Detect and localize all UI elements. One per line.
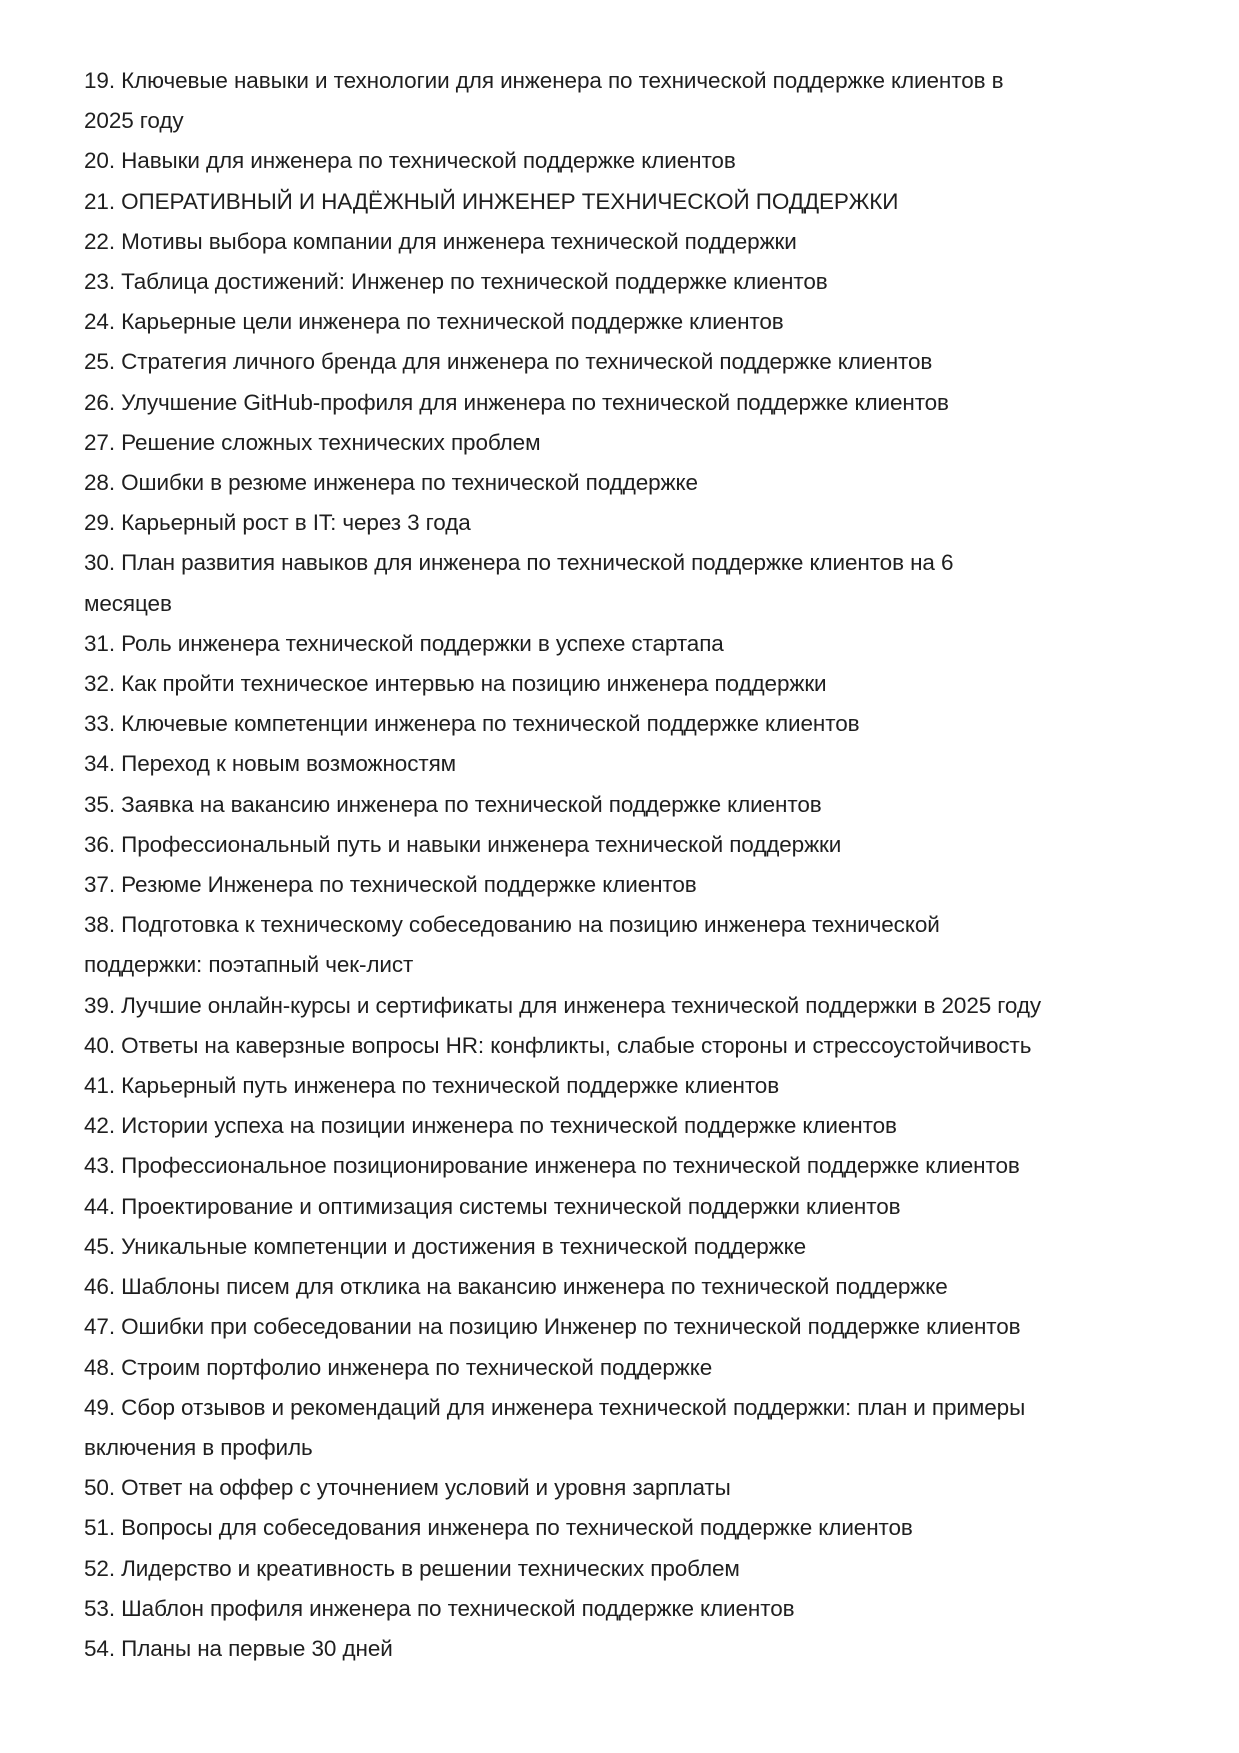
list-item-text: 44. Проектирование и оптимизация системы технической поддержки клиентов xyxy=(84,1193,901,1219)
list-item-text: 50. Ответ на оффер с уточнением условий и уровня зарплаты xyxy=(84,1475,731,1501)
list-item xyxy=(84,1066,1041,1106)
list-item-text: 22. Мотивы выбора компании для инженера технической поддержки xyxy=(84,228,797,254)
list-item xyxy=(84,1227,1041,1267)
list-item xyxy=(84,463,1041,503)
list-item-text: 25. Стратегия личного бренда для инженера по технической поддержке клиентов xyxy=(84,349,933,375)
list-item xyxy=(84,785,1041,825)
list-item-text: 21. ОПЕРАТИВНЫЙ И НАДЁЖНЫЙ ИНЖЕНЕР ТЕХНИЧЕСКОЙ ПОДДЕРЖКИ xyxy=(84,188,899,214)
list-item xyxy=(84,1508,1041,1548)
list-item xyxy=(84,423,1041,463)
list-item-text: 27. Решение сложных технических проблем xyxy=(84,429,541,455)
list-item-text: 52. Лидерство и креативность в решении технических проблем xyxy=(84,1555,740,1581)
list-item xyxy=(84,1026,1041,1066)
list-item-text: 38. Подготовка к техническому собеседованию на позицию инженера технической xyxy=(84,912,940,938)
table-of-contents-list xyxy=(84,61,1041,1669)
list-item-text: 51. Вопросы для собеседования инженера по технической поддержке клиентов xyxy=(84,1515,913,1541)
list-item xyxy=(84,222,1041,262)
list-item xyxy=(84,342,1041,382)
list-item xyxy=(84,302,1041,342)
list-item-text: 24. Карьерные цели инженера по технической поддержке клиентов xyxy=(84,309,784,335)
list-item xyxy=(84,61,1041,141)
list-item xyxy=(84,141,1041,181)
list-item xyxy=(84,1629,1041,1669)
list-item-text: 31. Роль инженера технической поддержки в успехе стартапа xyxy=(84,630,724,656)
list-item xyxy=(84,1106,1041,1146)
list-item xyxy=(84,1589,1041,1629)
list-item xyxy=(84,1388,1041,1468)
list-item-text: 54. Планы на первые 30 дней xyxy=(84,1635,393,1661)
list-item xyxy=(84,664,1041,704)
list-item-text: 37. Резюме Инженера по технической поддержке клиентов xyxy=(84,872,697,898)
list-item xyxy=(84,503,1041,543)
list-item-text: 45. Уникальные компетенции и достижения в технической поддержке xyxy=(84,1233,807,1259)
list-item xyxy=(84,865,1041,905)
list-item xyxy=(84,825,1041,865)
list-item xyxy=(84,1348,1041,1388)
list-item xyxy=(84,543,1041,623)
list-item-text: 53. Шаблон профиля инженера по технической поддержке клиентов xyxy=(84,1595,795,1621)
list-item xyxy=(84,1307,1041,1347)
list-item-text: 46. Шаблоны писем для отклика на вакансию инженера по технической поддержке xyxy=(84,1274,948,1300)
list-item-text: 34. Переход к новым возможностям xyxy=(84,751,457,777)
list-item-text: 30. План развития навыков для инженера по технической поддержке клиентов на 6 xyxy=(84,550,954,576)
list-item-text: 20. Навыки для инженера по технической поддержке клиентов xyxy=(84,148,736,174)
list-item-text: 23. Таблица достижений: Инженер по технической поддержке клиентов xyxy=(84,269,828,295)
list-item-text: 43. Профессиональное позиционирование инженера по технической поддержке клиентов xyxy=(84,1153,1020,1179)
list-item-text: 41. Карьерный путь инженера по технической поддержке клиентов xyxy=(84,1073,780,1099)
list-item-text: включения в профиль xyxy=(84,1434,313,1460)
list-item-text: 35. Заявка на вакансию инженера по технической поддержке клиентов xyxy=(84,791,822,817)
list-item-text: 49. Сбор отзывов и рекомендаций для инженера технической поддержки: план и примеры xyxy=(84,1394,1026,1420)
list-item-text: 32. Как пройти техническое интервью на позицию инженера поддержки xyxy=(84,671,827,697)
list-item xyxy=(84,182,1041,222)
list-item xyxy=(84,1267,1041,1307)
list-item xyxy=(84,1146,1041,1186)
list-item xyxy=(84,986,1041,1026)
list-item-text: 29. Карьерный рост в IT: через 3 года xyxy=(84,510,471,536)
list-item xyxy=(84,1468,1041,1508)
list-item xyxy=(84,1549,1041,1589)
list-item-text: 33. Ключевые компетенции инженера по технической поддержке клиентов xyxy=(84,711,860,737)
list-item-text: 39. Лучшие онлайн-курсы и сертификаты для инженера технической поддержки в 2025 году xyxy=(84,992,1042,1018)
list-item-text: 36. Профессиональный путь и навыки инженера технической поддержки xyxy=(84,831,842,857)
list-item-text: поддержки: поэтапный чек-лист xyxy=(84,952,414,978)
list-item xyxy=(84,383,1041,423)
list-item-text: 40. Ответы на каверзные вопросы HR: конфликты, слабые стороны и стрессоустойчивость xyxy=(84,1032,1032,1058)
list-item xyxy=(84,624,1041,664)
list-item-text: 26. Улучшение GitHub-профиля для инженера по технической поддержке клиентов xyxy=(84,389,949,415)
list-item-text: 48. Строим портфолио инженера по технической поддержке xyxy=(84,1354,713,1380)
list-item xyxy=(84,905,1041,985)
list-item xyxy=(84,744,1041,784)
list-item-text: 47. Ошибки при собеседовании на позицию Инженер по технической поддержке клиентов xyxy=(84,1314,1021,1340)
list-item-text: 28. Ошибки в резюме инженера по технической поддержке xyxy=(84,470,698,496)
list-item-text: месяцев xyxy=(84,590,172,616)
list-item xyxy=(84,262,1041,302)
list-item-text: 19. Ключевые навыки и технологии для инженера по технической поддержке клиентов в xyxy=(84,68,1004,93)
list-item-text: 42. Истории успеха на позиции инженера по технической поддержке клиентов xyxy=(84,1113,897,1139)
list-item-text: 2025 году xyxy=(84,108,184,134)
list-item xyxy=(84,1187,1041,1227)
list-item xyxy=(84,704,1041,744)
